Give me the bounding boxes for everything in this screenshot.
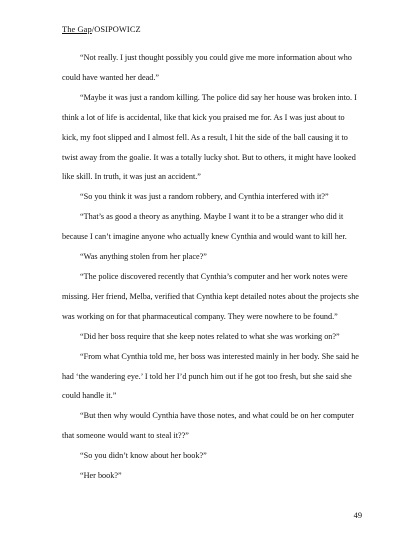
header-title: The Gap: [62, 25, 92, 34]
header-separator: /: [91, 25, 95, 34]
paragraph: “So you didn’t know about her book?”: [80, 451, 207, 461]
paragraph: “From what Cynthia told me, her boss was interested mainly in her body. She said he had ‘the wandering eye.’ I told her I’d punch him out if he got too fresh, but she said she could handle it.”: [62, 351, 359, 401]
paragraph: “The police discovered recently that Cynthia’s computer and her work notes were missing. Her friend, Melba, verified that Cynthia kept detailed notes about the projects she was working on for that pharmaceutical company. They were nowhere to be found.”: [62, 271, 359, 321]
paragraph: “Maybe it was just a random killing. The police did say her house was broken into. I think a lot of life is accidental, like that kick you praised me for. As I was just about to kick, my foot slipped and I almost fell. As a result, I hit the side of the ball causing it to twist away from the goalie. It was a totally lucky shot. But to others, it might have looked like skill. In truth, it was just an accident.”: [62, 92, 357, 182]
header-author: OSIPOWICZ: [94, 25, 141, 34]
paragraph: “Did her boss require that she keep notes related to what she was working on?”: [80, 331, 340, 341]
body-text: [62, 48, 362, 486]
paragraph: “Not really. I just thought possibly you could give me more information about who could have wanted her dead.”: [62, 53, 352, 82]
paragraph: “That’s as good a theory as anything. Maybe I want it to be a stranger who did it because I can’t imagine anyone who actually knew Cynthia and would want to kill her.: [62, 212, 347, 242]
paragraph: “But then why would Cynthia have those notes, and what could be on her computer that someone would want to steal it??”: [62, 411, 354, 441]
paragraph: “Was anything stolen from her place?”: [80, 252, 207, 262]
paragraph: “So you think it was just a random robbery, and Cynthia interfered with it?”: [80, 192, 329, 202]
running-header: [62, 25, 141, 34]
paragraph: “Her book?”: [80, 471, 122, 481]
page-number: 49: [353, 511, 362, 520]
